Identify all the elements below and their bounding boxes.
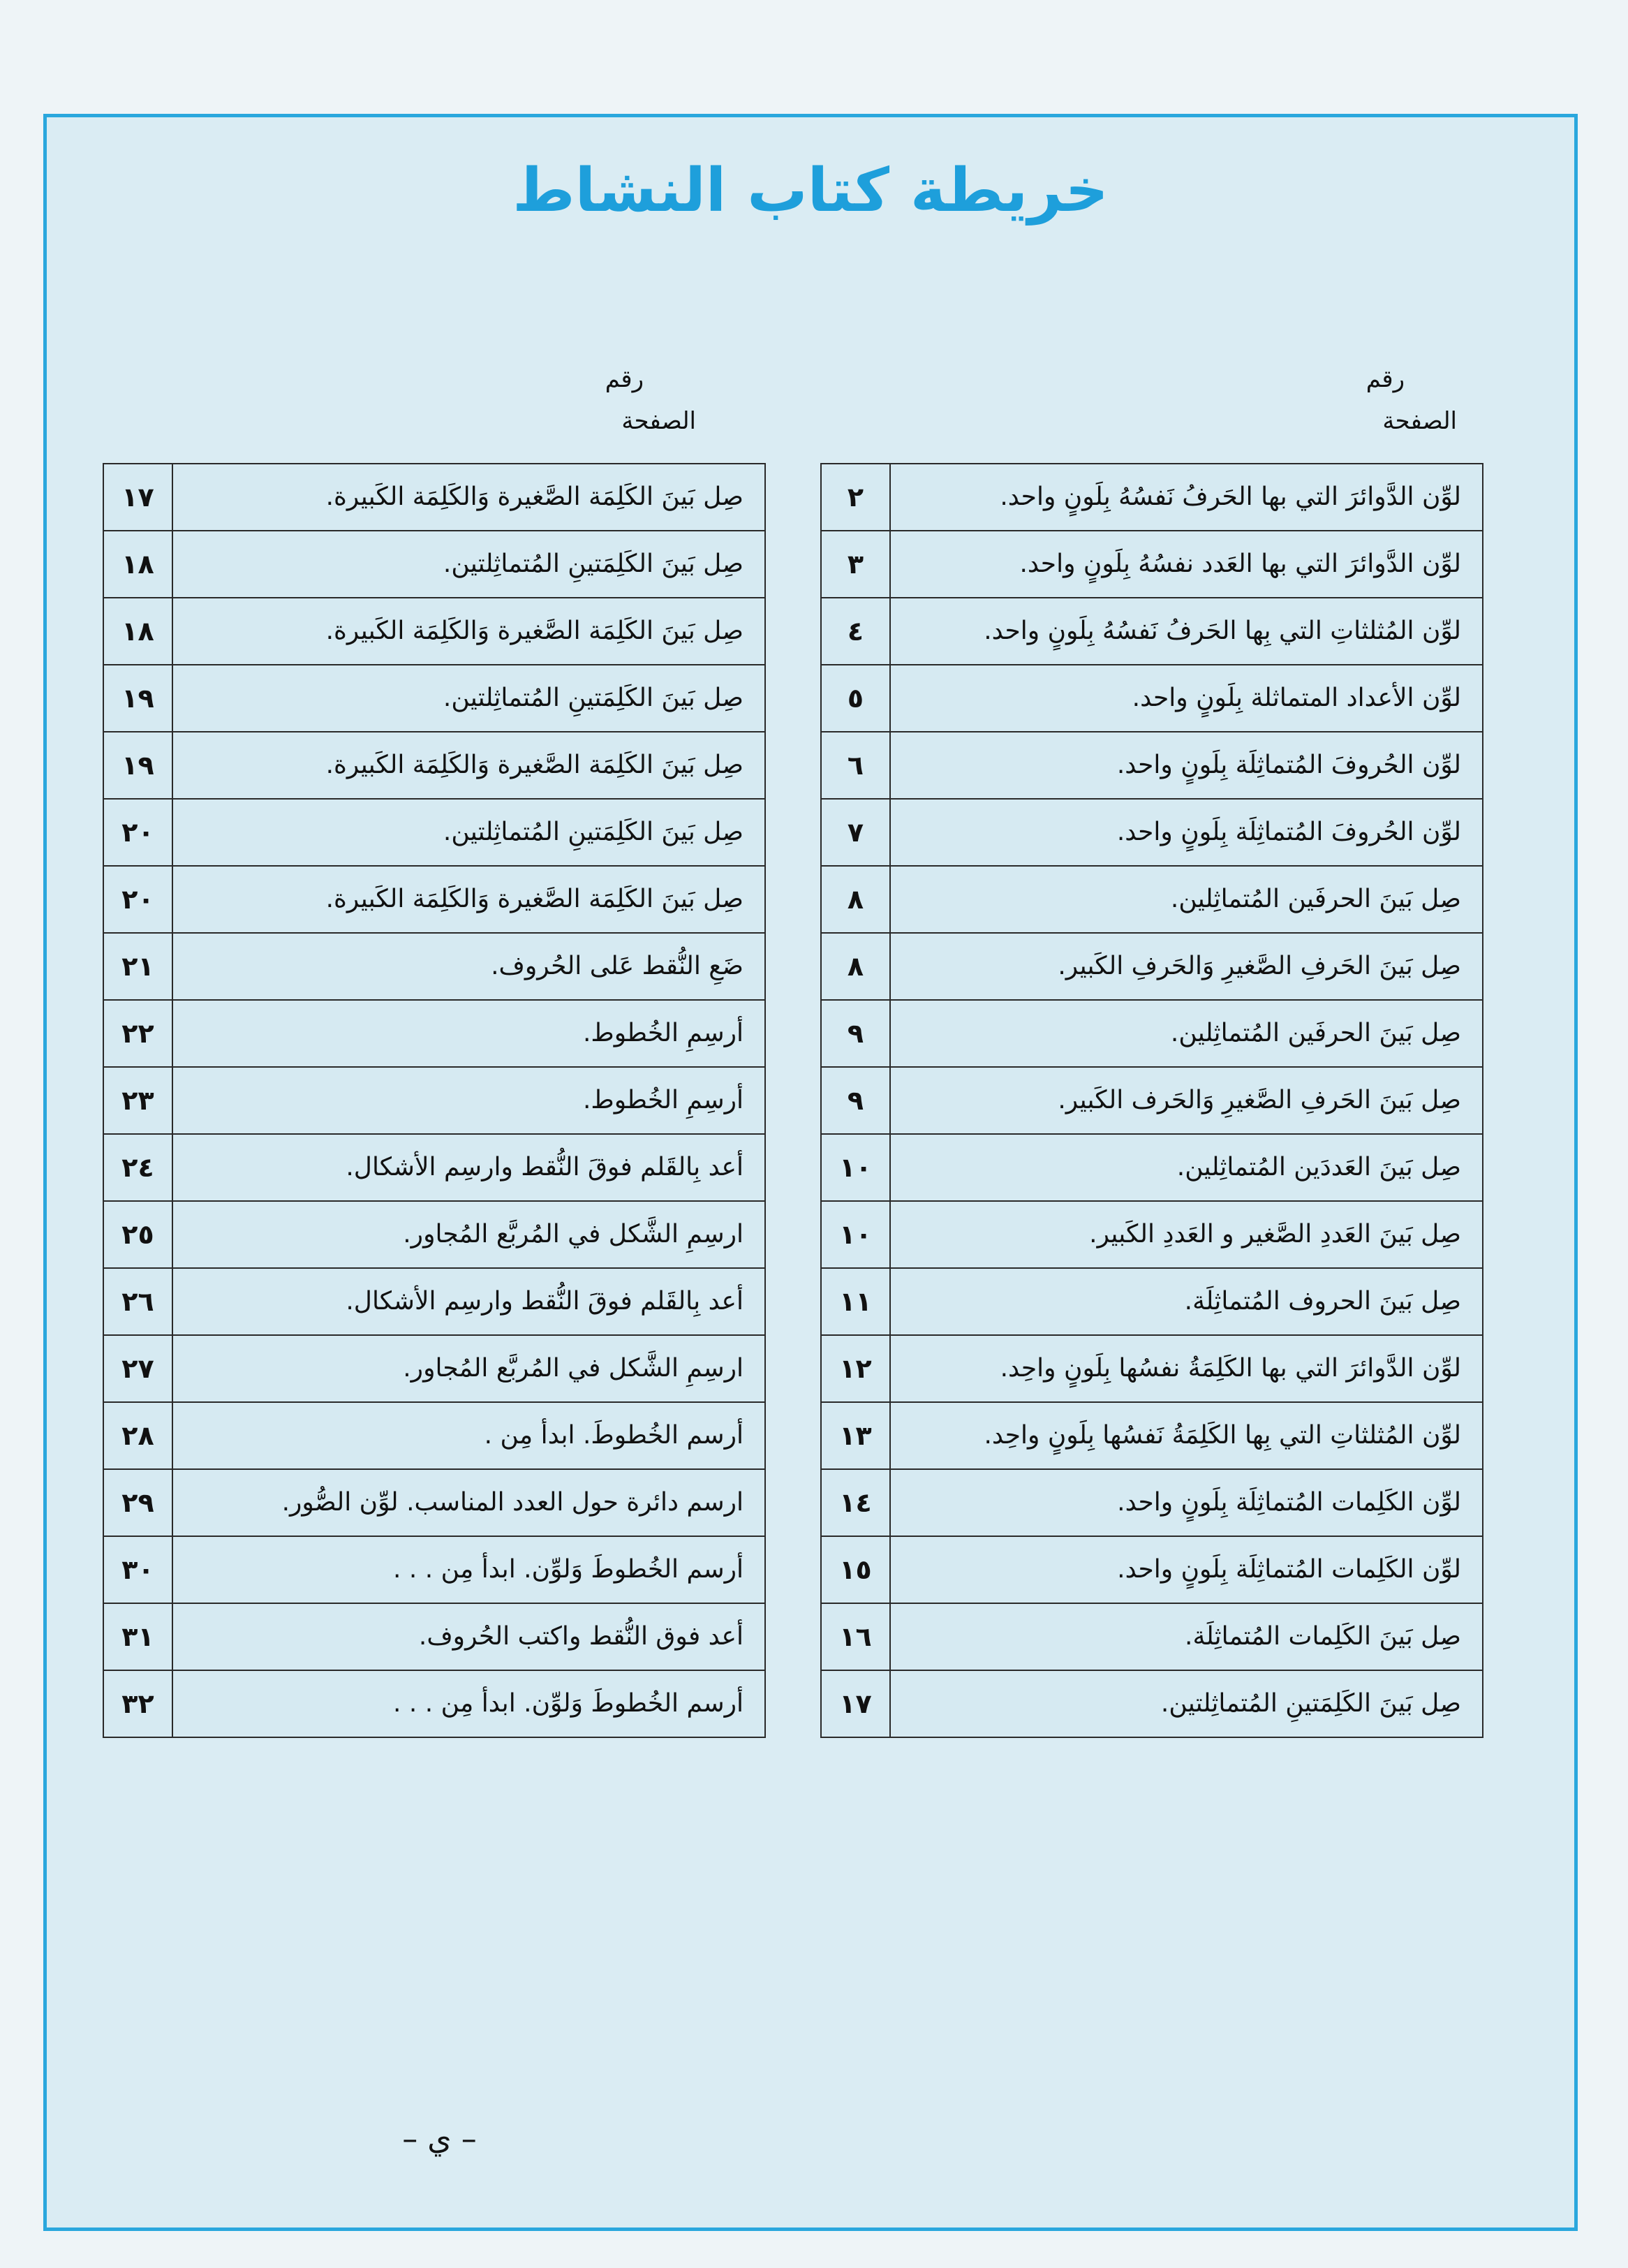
table-row xyxy=(103,1201,765,1268)
table-row xyxy=(821,1201,1483,1268)
activity-description: لوِّن الحُروفَ المُتماثِلَة بِلَونٍ واحد. xyxy=(890,732,1483,799)
table-row xyxy=(821,1603,1483,1670)
activity-description: لوِّن الكَلِمات المُتماثِلَة بِلَونٍ واحد. xyxy=(890,1469,1483,1536)
table-row xyxy=(821,799,1483,866)
activity-description: لوِّن المُثلثاتِ التي بِها الحَرفُ نَفسُهُ بِلَونٍ واحد. xyxy=(890,598,1483,665)
activity-description: صِل بَينَ الكَلِمَتينِ المُتماثِلتين. xyxy=(172,799,765,866)
activity-description: أعد فوق النُّقط واكتب الحُروف. xyxy=(172,1603,765,1670)
activity-description: أرسم الخُطوطَ وَلوِّن. ابدأ مِن . . . xyxy=(172,1536,765,1603)
page-title: خريطة كتاب النشاط xyxy=(512,156,1109,226)
page-number-cell: ١٩ xyxy=(103,732,172,799)
page-number-cell: ١٨ xyxy=(103,598,172,665)
table-row xyxy=(103,1402,765,1469)
activity-description: ارسم دائرة حول العدد المناسب. لوِّن الصُّور. xyxy=(172,1469,765,1536)
page-number-cell: ٢٨ xyxy=(103,1402,172,1469)
table-row xyxy=(821,1670,1483,1737)
page-number-cell: ١٤ xyxy=(821,1469,890,1536)
activity-description: صِل بَينَ الكَلِمَة الصَّغيرة وَالكَلِمَة الكَبيرة. xyxy=(172,732,765,799)
page-number-cell: ٣١ xyxy=(103,1603,172,1670)
page-number-cell: ١٣ xyxy=(821,1402,890,1469)
page-number-cell: ٢٤ xyxy=(103,1134,172,1201)
table-row xyxy=(821,732,1483,799)
activity-description: أعد بِالقَلم فوقَ النُّقط وارسِم الأشكال. xyxy=(172,1268,765,1335)
page-number-cell: ٨ xyxy=(821,933,890,1000)
table-row xyxy=(103,531,765,598)
activity-description: صِل بَينَ الكَلِمَتينِ المُتماثِلتين. xyxy=(172,665,765,732)
page-number-cell: ٤ xyxy=(821,598,890,665)
page-number-cell: ٣ xyxy=(821,531,890,598)
table-row xyxy=(103,933,765,1000)
table-row xyxy=(103,1335,765,1402)
activity-description: ضَعِ النُّقط عَلى الحُروف. xyxy=(172,933,765,1000)
activity-description: صِل بَينَ الحَرفِ الصَّغيرِ وَالحَرف الكَبير. xyxy=(890,1067,1483,1134)
page-number-cell: ١٠ xyxy=(821,1134,890,1201)
activity-description: لوِّن المُثلثاتِ التي بِها الكَلِمَةُ نَفسُها بِلَونٍ واحِد. xyxy=(890,1402,1483,1469)
activity-description: ارسِمِ الشَّكل في المُربَّع المُجاور. xyxy=(172,1335,765,1402)
page-number-cell: ٢٩ xyxy=(103,1469,172,1536)
activity-description: أرسم الخُطوطَ. ابدأ مِن . xyxy=(172,1402,765,1469)
table-row xyxy=(103,1268,765,1335)
activity-description: صِل بَينَ الحروف المُتماثِلَة. xyxy=(890,1268,1483,1335)
table-row xyxy=(103,1469,765,1536)
page-number-cell: ١٩ xyxy=(103,665,172,732)
page-number-cell: ١٧ xyxy=(103,464,172,531)
page-number-cell: ٢ xyxy=(821,464,890,531)
activity-description: أرسم الخُطوطَ وَلوِّن. ابدأ مِن . . . xyxy=(172,1670,765,1737)
header-number-label: رقم xyxy=(605,365,644,393)
table-row xyxy=(821,1335,1483,1402)
activity-description: صِل بَينَ الكَلِمَة الصَّغيرة وَالكَلِمَة الكَبيرة. xyxy=(172,464,765,531)
table-row xyxy=(103,1603,765,1670)
left-column-header xyxy=(61,358,720,442)
page-number-cell: ٢٠ xyxy=(103,799,172,866)
activity-table-left xyxy=(103,463,766,1738)
table-row xyxy=(821,1536,1483,1603)
page-number-cell: ٢٦ xyxy=(103,1268,172,1335)
activity-description: أرسِمِ الخُطوط. xyxy=(172,1067,765,1134)
activity-description: صِل بَينَ الكَلِمَتينِ المُتماثِلتين. xyxy=(890,1670,1483,1737)
page-number-cell: ٣٠ xyxy=(103,1536,172,1603)
page-number-cell: ٦ xyxy=(821,732,890,799)
activity-description: لوِّن الدَّوائرَ التي بها الكَلِمَةُ نفسُها بِلَونٍ واحِد. xyxy=(890,1335,1483,1402)
page-number-cell: ٩ xyxy=(821,1000,890,1067)
activity-description: أعد بِالقَلم فوقَ النُّقط وارسِم الأشكال. xyxy=(172,1134,765,1201)
page-number-cell: ٨ xyxy=(821,866,890,933)
page-number-cell: ١٠ xyxy=(821,1201,890,1268)
activity-description: لوِّن الدَّوائرَ التي بها الحَرفُ نَفسُهُ بِلَونٍ واحد. xyxy=(890,464,1483,531)
table-row xyxy=(103,1536,765,1603)
page-number-cell: ١٦ xyxy=(821,1603,890,1670)
activity-description: صِل بَينَ العَددِ الصَّغير و العَددِ الكَبير. xyxy=(890,1201,1483,1268)
page-number-cell: ٢١ xyxy=(103,933,172,1000)
activity-description: صِل بَينَ العَددَين المُتماثِلين. xyxy=(890,1134,1483,1201)
table-row xyxy=(821,464,1483,531)
page-number-cell: ١٥ xyxy=(821,1536,890,1603)
activity-description: ارسِمِ الشَّكل في المُربَّع المُجاور. xyxy=(172,1201,765,1268)
header-number-label: رقم xyxy=(1366,365,1405,393)
page-number-cell: ١١ xyxy=(821,1268,890,1335)
table-row xyxy=(103,1000,765,1067)
table-row xyxy=(821,866,1483,933)
table-row xyxy=(821,598,1483,665)
table-row xyxy=(821,933,1483,1000)
page-number: – ي – xyxy=(402,2121,477,2157)
activity-description: لوِّن الحُروفَ المُتماثِلَة بِلَونٍ واحد. xyxy=(890,799,1483,866)
table-row xyxy=(103,1670,765,1737)
table-row xyxy=(821,1402,1483,1469)
activity-description: صِل بَينَ الحرفَين المُتماثِلين. xyxy=(890,1000,1483,1067)
activity-description: لوِّن الأعداد المتماثلة بِلَونٍ واحد. xyxy=(890,665,1483,732)
table-row xyxy=(103,598,765,665)
page-frame xyxy=(43,114,1578,2231)
table-row xyxy=(821,1000,1483,1067)
page-number-cell: ٩ xyxy=(821,1067,890,1134)
activity-description: صِل بَينَ الكَلِمَة الصَّغيرة وَالكَلِمَة الكَبيرة. xyxy=(172,866,765,933)
table-row xyxy=(103,464,765,531)
table-row xyxy=(821,1268,1483,1335)
activity-description: صِل بَينَ الكَلِمَة الصَّغيرة وَالكَلِمَة الكَبيرة. xyxy=(172,598,765,665)
page-number-cell: ٢٥ xyxy=(103,1201,172,1268)
table-row xyxy=(103,1134,765,1201)
page-number-cell: ١٨ xyxy=(103,531,172,598)
activity-table-right xyxy=(820,463,1483,1738)
activity-description: أرسِمِ الخُطوط. xyxy=(172,1000,765,1067)
table-row xyxy=(103,1067,765,1134)
activity-description: صِل بَينَ الكَلِمات المُتماثِلَة. xyxy=(890,1603,1483,1670)
table-row xyxy=(821,1469,1483,1536)
header-page-label: الصفحة xyxy=(621,407,696,435)
table-row xyxy=(821,665,1483,732)
activity-description: صِل بَينَ الحَرفِ الصَّغيرِ وَالحَرفِ الكَبير. xyxy=(890,933,1483,1000)
activity-description: لوِّن الدَّوائرَ التي بها العَدد نفسُهُ بِلَونٍ واحد. xyxy=(890,531,1483,598)
page-number-cell: ٢٠ xyxy=(103,866,172,933)
table-row xyxy=(103,665,765,732)
table-row xyxy=(103,866,765,933)
table-row xyxy=(821,531,1483,598)
table-row xyxy=(103,799,765,866)
activity-description: لوِّن الكَلِمات المُتماثِلَة بِلَونٍ واحد. xyxy=(890,1536,1483,1603)
activity-description: صِل بَينَ الكَلِمَتينِ المُتماثِلتين. xyxy=(172,531,765,598)
table-row xyxy=(821,1067,1483,1134)
activity-description: صِل بَينَ الحرفَين المُتماثِلين. xyxy=(890,866,1483,933)
right-column-header xyxy=(822,358,1481,442)
header-page-label: الصفحة xyxy=(1382,407,1457,435)
table-row xyxy=(821,1134,1483,1201)
page-number-cell: ٢٧ xyxy=(103,1335,172,1402)
table-row xyxy=(103,732,765,799)
page-number-cell: ٢٢ xyxy=(103,1000,172,1067)
page-number-cell: ١٧ xyxy=(821,1670,890,1737)
page-number-cell: ٧ xyxy=(821,799,890,866)
page-number-cell: ١٢ xyxy=(821,1335,890,1402)
page-number-cell: ٢٣ xyxy=(103,1067,172,1134)
page-number-cell: ٣٢ xyxy=(103,1670,172,1737)
page-number-cell: ٥ xyxy=(821,665,890,732)
